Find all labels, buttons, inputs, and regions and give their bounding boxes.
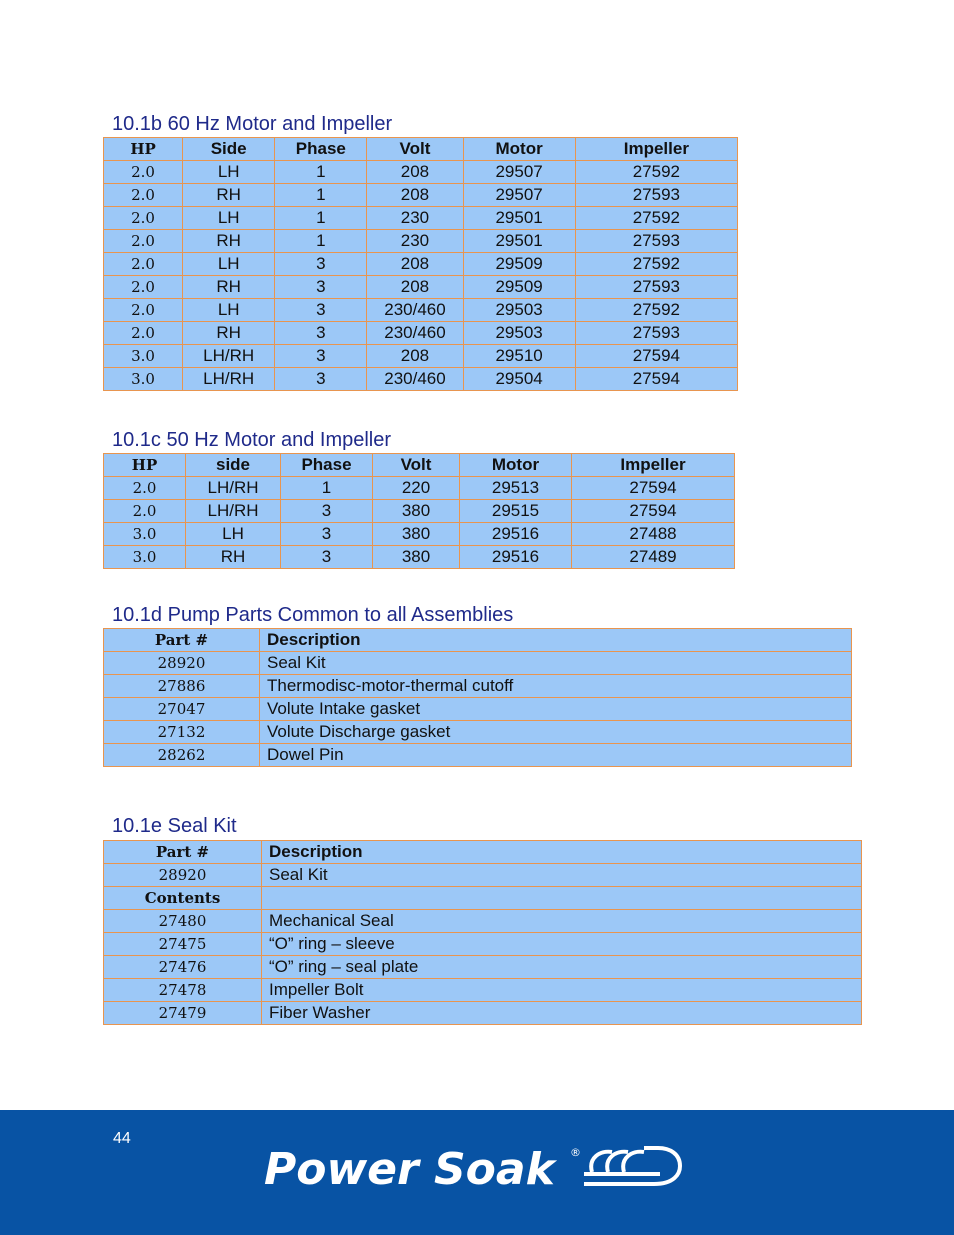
cell-impeller: 27593: [575, 322, 737, 345]
cell-motor: 29503: [463, 322, 575, 345]
table-row: [104, 230, 738, 253]
table-row: [104, 675, 852, 698]
cell-phase: 1: [281, 477, 373, 500]
motor-impeller-50hz-table: [103, 453, 735, 569]
header-motor: Motor: [463, 138, 575, 161]
cell-motor: 29509: [463, 276, 575, 299]
cell-side: RH: [183, 322, 275, 345]
header-description: Description: [260, 629, 852, 652]
cell-volt: 220: [373, 477, 460, 500]
cell-volt: 380: [373, 500, 460, 523]
table-header-row: [104, 454, 735, 477]
header-volt: Volt: [373, 454, 460, 477]
cell-hp: 2.0: [104, 230, 183, 253]
cell-phase: 1: [275, 230, 367, 253]
table-row: [104, 652, 852, 675]
cell-part-number: 27476: [104, 956, 262, 979]
cell-description: Volute Discharge gasket: [260, 721, 852, 744]
header-impeller: Impeller: [575, 138, 737, 161]
cell-hp: 3.0: [104, 523, 186, 546]
cell-impeller: 27593: [575, 230, 737, 253]
cell-side: RH: [186, 546, 281, 569]
cell-part-number: 27480: [104, 910, 262, 933]
cell-hp: 3.0: [104, 345, 183, 368]
motor-impeller-60hz-table: [103, 137, 738, 391]
cell-impeller: 27594: [572, 500, 735, 523]
cell-volt: 208: [367, 276, 463, 299]
cell-hp: 2.0: [104, 184, 183, 207]
cell-part-number: 27047: [104, 698, 260, 721]
table-row: [104, 207, 738, 230]
cell-hp: 2.0: [104, 477, 186, 500]
header-side: side: [186, 454, 281, 477]
cell-volt: 208: [367, 253, 463, 276]
cell-phase: 1: [275, 161, 367, 184]
cell-description: Thermodisc-motor-thermal cutoff: [260, 675, 852, 698]
cell-hp: 2.0: [104, 299, 183, 322]
cell-side: RH: [183, 184, 275, 207]
cell-impeller: 27592: [575, 299, 737, 322]
cell-phase: 3: [275, 322, 367, 345]
cell-description: Mechanical Seal: [262, 910, 862, 933]
header-part-number: Part #: [104, 629, 260, 652]
cell-hp: 2.0: [104, 161, 183, 184]
table-row: [104, 500, 735, 523]
cell-volt: 230: [367, 207, 463, 230]
cell-side: LH: [186, 523, 281, 546]
cell-volt: 230: [367, 230, 463, 253]
cell-volt: 208: [367, 345, 463, 368]
cell-phase: 1: [275, 184, 367, 207]
cell-side: LH/RH: [183, 345, 275, 368]
cell-impeller: 27592: [575, 161, 737, 184]
cell-hp: 2.0: [104, 322, 183, 345]
header-hp: HP: [104, 454, 186, 477]
power-soak-logo: [262, 1138, 682, 1196]
cell-volt: 208: [367, 161, 463, 184]
cell-volt: 230/460: [367, 299, 463, 322]
cell-motor: 29513: [460, 477, 572, 500]
cell-side: LH: [183, 299, 275, 322]
pump-parts-table: [103, 628, 852, 767]
cell-part-number: 28920: [104, 864, 262, 887]
cell-impeller: 27488: [572, 523, 735, 546]
cell-impeller: 27594: [575, 368, 737, 391]
cell-impeller: 27594: [572, 477, 735, 500]
table-row: [104, 1002, 862, 1025]
cell-side: LH/RH: [183, 368, 275, 391]
cell-phase: 3: [281, 500, 373, 523]
table-row: [104, 956, 862, 979]
seal-kit-table: [103, 840, 862, 1025]
cell-motor: 29516: [460, 546, 572, 569]
cell-description: Seal Kit: [260, 652, 852, 675]
table-row: [104, 368, 738, 391]
table-row: [104, 979, 862, 1002]
cell-motor: 29501: [463, 207, 575, 230]
table-row: [104, 546, 735, 569]
cell-motor: 29515: [460, 500, 572, 523]
cell-motor: 29501: [463, 230, 575, 253]
cell-phase: 3: [275, 253, 367, 276]
section-title-50hz: 10.1c 50 Hz Motor and Impeller: [112, 429, 392, 451]
cell-motor: 29507: [463, 161, 575, 184]
cell-volt: 208: [367, 184, 463, 207]
cell-hp: 2.0: [104, 207, 183, 230]
cell-phase: 3: [281, 546, 373, 569]
cell-volt: 380: [373, 523, 460, 546]
table-row: [104, 322, 738, 345]
page-number: 44: [113, 1130, 131, 1147]
table-row: [104, 161, 738, 184]
cell-description: [262, 887, 862, 910]
cell-impeller: 27593: [575, 276, 737, 299]
cell-phase: 3: [275, 368, 367, 391]
table-header-row: [104, 138, 738, 161]
table-row: [104, 299, 738, 322]
table-row: [104, 887, 862, 910]
cell-side: LH: [183, 161, 275, 184]
table-row: [104, 184, 738, 207]
cell-impeller: 27592: [575, 253, 737, 276]
cell-part-number: 27478: [104, 979, 262, 1002]
table-header-row: [104, 841, 862, 864]
section-title-60hz: 10.1b 60 Hz Motor and Impeller: [112, 113, 393, 135]
cell-hp: 2.0: [104, 276, 183, 299]
section-title-pump-parts: 10.1d Pump Parts Common to all Assemblies: [112, 604, 514, 626]
cell-side: LH/RH: [186, 500, 281, 523]
cell-side: LH: [183, 207, 275, 230]
cell-part-number: 28262: [104, 744, 260, 767]
cell-motor: 29516: [460, 523, 572, 546]
registered-mark: ®: [570, 1146, 581, 1159]
cell-description: “O” ring – sleeve: [262, 933, 862, 956]
cell-phase: 1: [275, 207, 367, 230]
cell-description: Seal Kit: [262, 864, 862, 887]
header-phase: Phase: [275, 138, 367, 161]
cell-hp: 3.0: [104, 546, 186, 569]
table-row: [104, 721, 852, 744]
cell-volt: 230/460: [367, 368, 463, 391]
cell-volt: 230/460: [367, 322, 463, 345]
header-hp: HP: [104, 138, 183, 161]
logo-swirl-icon: [584, 1148, 680, 1184]
cell-motor: 29510: [463, 345, 575, 368]
cell-side: RH: [183, 230, 275, 253]
header-volt: Volt: [367, 138, 463, 161]
cell-volt: 380: [373, 546, 460, 569]
cell-side: RH: [183, 276, 275, 299]
header-side: Side: [183, 138, 275, 161]
cell-description: Impeller Bolt: [262, 979, 862, 1002]
footer-bar: [0, 1110, 954, 1235]
logo-wordmark: Power Soak: [264, 1144, 555, 1195]
cell-motor: 29509: [463, 253, 575, 276]
table-row: [104, 910, 862, 933]
section-title-seal-kit: 10.1e Seal Kit: [112, 815, 237, 837]
header-impeller: Impeller: [572, 454, 735, 477]
cell-phase: 3: [275, 276, 367, 299]
cell-phase: 3: [281, 523, 373, 546]
cell-impeller: 27594: [575, 345, 737, 368]
cell-hp: 2.0: [104, 500, 186, 523]
table-row: [104, 276, 738, 299]
cell-hp: 2.0: [104, 253, 183, 276]
header-part-number: Part #: [104, 841, 262, 864]
table-row: [104, 345, 738, 368]
table-row: [104, 933, 862, 956]
cell-description: Volute Intake gasket: [260, 698, 852, 721]
cell-motor: 29503: [463, 299, 575, 322]
cell-phase: 3: [275, 299, 367, 322]
table-row: [104, 744, 852, 767]
cell-side: LH/RH: [186, 477, 281, 500]
cell-part-number: 27479: [104, 1002, 262, 1025]
cell-impeller: 27489: [572, 546, 735, 569]
header-description: Description: [262, 841, 862, 864]
cell-side: LH: [183, 253, 275, 276]
cell-part-number: 27132: [104, 721, 260, 744]
cell-part-number: 27886: [104, 675, 260, 698]
cell-description: “O” ring – seal plate: [262, 956, 862, 979]
table-header-row: [104, 629, 852, 652]
cell-hp: 3.0: [104, 368, 183, 391]
header-motor: Motor: [460, 454, 572, 477]
table-row: [104, 523, 735, 546]
table-row: [104, 864, 862, 887]
cell-part-number: 27475: [104, 933, 262, 956]
cell-description: Dowel Pin: [260, 744, 852, 767]
header-phase: Phase: [281, 454, 373, 477]
cell-impeller: 27593: [575, 184, 737, 207]
cell-motor: 29504: [463, 368, 575, 391]
cell-motor: 29507: [463, 184, 575, 207]
cell-phase: 3: [275, 345, 367, 368]
cell-contents-label: Contents: [104, 887, 262, 910]
cell-part-number: 28920: [104, 652, 260, 675]
table-row: [104, 253, 738, 276]
table-row: [104, 477, 735, 500]
cell-description: Fiber Washer: [262, 1002, 862, 1025]
table-row: [104, 698, 852, 721]
cell-impeller: 27592: [575, 207, 737, 230]
